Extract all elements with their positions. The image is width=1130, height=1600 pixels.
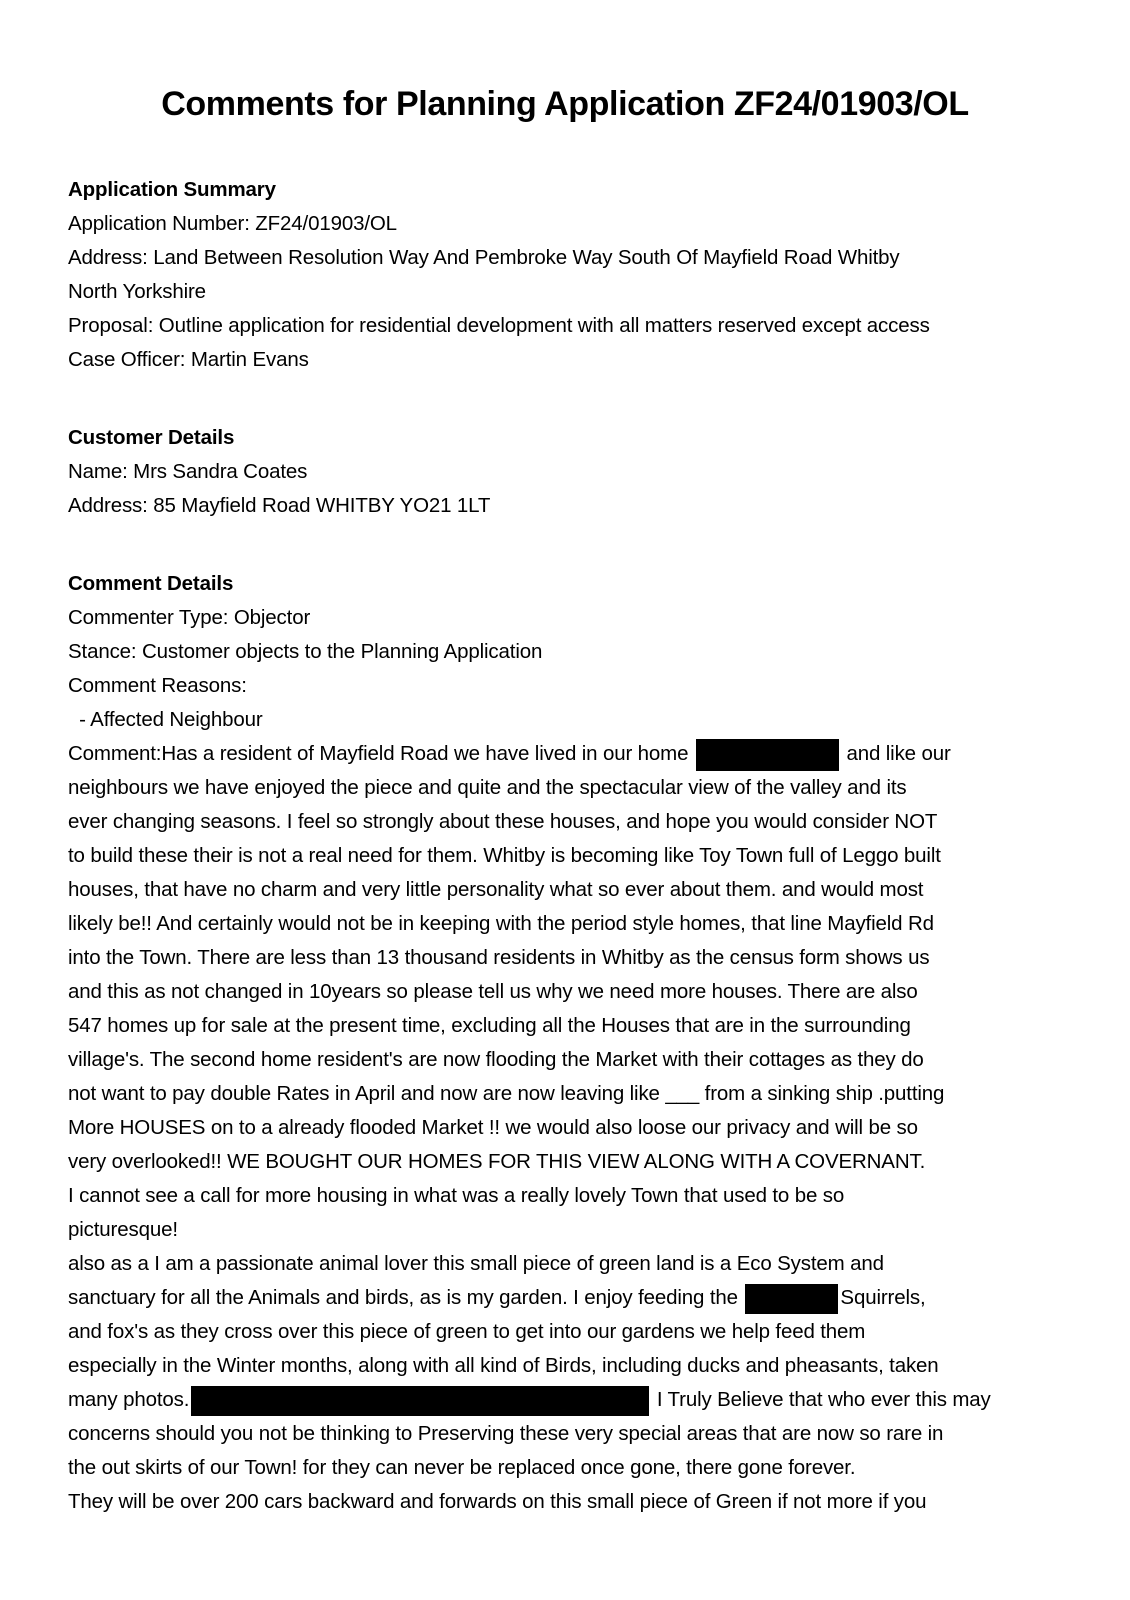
text-line: sanctuary for all the Animals and birds, as is my garden. I enjoy feeding the Squirrels,: [68, 1281, 1094, 1315]
text-line: Comment Reasons:: [68, 674, 247, 697]
section-application-summary: [68, 173, 1094, 377]
text-line: houses, that have no charm and very little personality what so ever about them. and would most: [68, 878, 924, 901]
text-line: and fox's as they cross over this piece of green to get into our gardens we help feed them: [68, 1320, 866, 1343]
text-line: Address: Land Between Resolution Way And Pembroke Way South Of Mayfield Road Whitby: [68, 246, 900, 269]
text-line: not want to pay double Rates in April and now are now leaving like ___ from a sinking ship .putting: [68, 1082, 945, 1105]
text-line: into the Town. There are less than 13 thousand residents in Whitby as the census form shows us: [68, 946, 930, 969]
redaction-box: [696, 739, 839, 771]
text-line: I cannot see a call for more housing in what was a really lovely Town that used to be so: [68, 1184, 845, 1207]
redaction-box: [745, 1284, 838, 1314]
document-sections: [0, 173, 1130, 1519]
text-line: the out skirts of our Town! for they can never be replaced once gone, there gone forever.: [68, 1456, 856, 1479]
text-line: Name: Mrs Sandra Coates: [68, 460, 308, 483]
document-title: Comments for Planning Application ZF24/01903/OL: [161, 85, 969, 123]
section-customer-details: [68, 421, 1094, 523]
text-line: They will be over 200 cars backward and forwards on this small piece of Green if not more if you: [68, 1490, 927, 1513]
text-line: village's. The second home resident's are now flooding the Market with their cottages as they do: [68, 1048, 924, 1071]
text-line: neighbours we have enjoyed the piece and quite and the spectacular view of the valley and its: [68, 776, 907, 799]
text-line: North Yorkshire: [68, 280, 206, 303]
text-line: Case Officer: Martin Evans: [68, 348, 309, 371]
text-line: picturesque!: [68, 1218, 178, 1241]
section-comment-details: [68, 567, 1094, 1519]
text-line: likely be!! And certainly would not be in keeping with the period style homes, that line Mayfield Rd: [68, 912, 934, 935]
text-line: also as a I am a passionate animal lover this small piece of green land is a Eco System and: [68, 1252, 884, 1275]
text-line: Proposal: Outline application for residential development with all matters reserved except access: [68, 314, 930, 337]
application-summary-heading: Application Summary: [68, 178, 276, 201]
comment-details-heading: Comment Details: [68, 572, 234, 595]
text-line: Address: 85 Mayfield Road WHITBY YO21 1LT: [68, 494, 491, 517]
text-line: Stance: Customer objects to the Planning Application: [68, 640, 543, 663]
customer-details-heading: Customer Details: [68, 426, 235, 449]
text-line: very overlooked!! WE BOUGHT OUR HOMES FOR THIS VIEW ALONG WITH A COVERNANT.: [68, 1150, 926, 1173]
text-line: ever changing seasons. I feel so strongly about these houses, and hope you would consider NOT: [68, 810, 938, 833]
text-line: - Affected Neighbour: [68, 708, 263, 731]
text-line: More HOUSES on to a already flooded Market !! we would also loose our privacy and will be so: [68, 1116, 918, 1139]
text-line: Application Number: ZF24/01903/OL: [68, 212, 397, 235]
text-line: Commenter Type: Objector: [68, 606, 311, 629]
text-line: many photos. I Truly Believe that who ever this may: [68, 1383, 1094, 1417]
text-line: 547 homes up for sale at the present time, excluding all the Houses that are in the surrounding: [68, 1014, 911, 1037]
text-line: and this as not changed in 10years so please tell us why we need more houses. There are also: [68, 980, 918, 1003]
text-line: especially in the Winter months, along with all kind of Birds, including ducks and pheasants, taken: [68, 1354, 939, 1377]
text-line: Comment:Has a resident of Mayfield Road we have lived in our home and like our: [68, 737, 1094, 771]
text-line: concerns should you not be thinking to Preserving these very special areas that are now so rare in: [68, 1422, 944, 1445]
redaction-box: [191, 1386, 649, 1416]
text-line: to build these their is not a real need for them. Whitby is becoming like Toy Town full of Leggo built: [68, 844, 941, 867]
